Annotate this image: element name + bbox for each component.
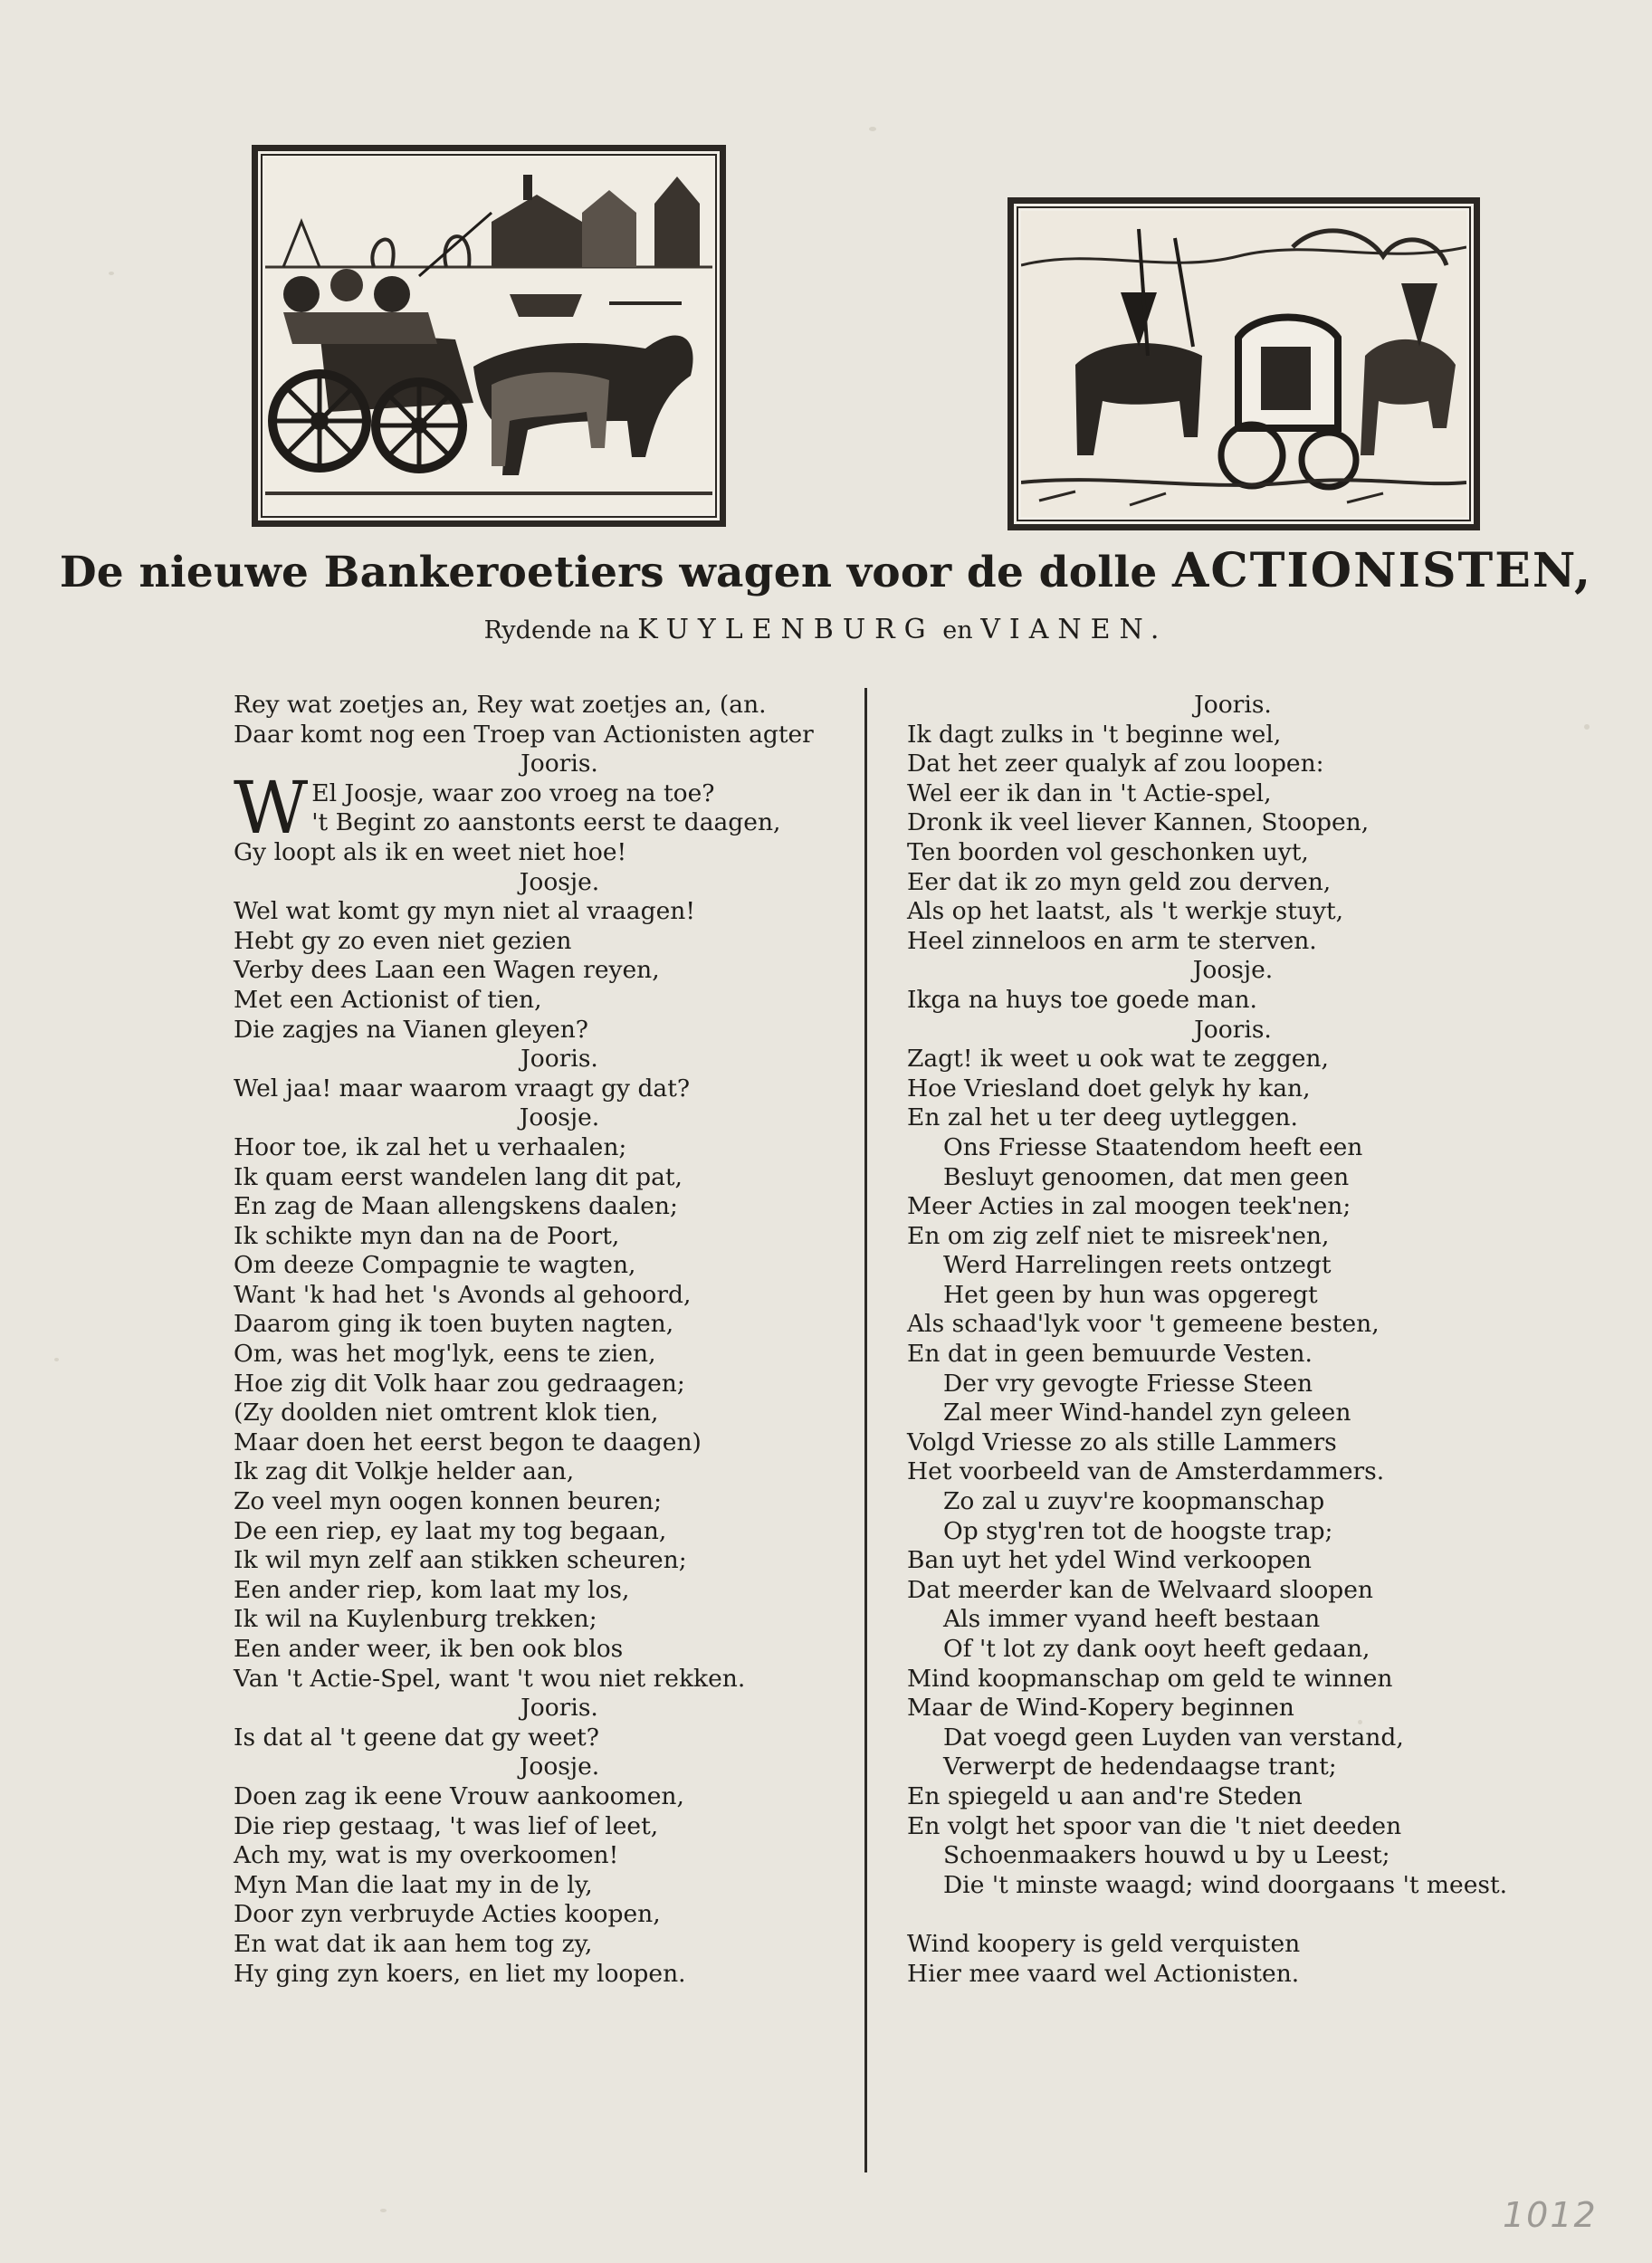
verse-line: Hier mee vaard wel Actionisten. [907,1959,1300,1988]
verse-line: Wind koopery is geld verquisten [907,1929,1301,1958]
verse-line: En dat in geen bemuurde Vesten. [907,1340,1313,1369]
verse-line: Hy ging zyn koers, en liet my loopen. [234,1959,686,1988]
verse-line: 't Begint zo aanstonts eerst te daagen, [311,808,781,837]
verse-line: Ons Friesse Staatendom heeft een [943,1132,1363,1161]
verse-line: Gy loopt als ik en weet niet hoe! [234,837,627,866]
verse-line: W El Joosje, waar zoo vroeg na toe? [234,765,715,850]
verse-line: Want 'k had het 's Avonds al gehoord, [234,1280,692,1309]
verse-line: Die zagjes na Vianen gleyen? [234,1015,589,1044]
speaker-name: Jooris. [520,1045,598,1074]
verse-line: Volgd Vriesse zo als stille Lammers [907,1428,1337,1456]
verse-line: Als op het laatst, als 't werkje stuyt, [907,897,1344,926]
subtitle-pre: Rydende na [483,616,630,645]
verse-line: Besluyt genoomen, dat men geen [943,1162,1350,1191]
verse-line: Op styg'ren tot de hoogste trap; [943,1516,1333,1545]
verse-line: Ik dagt zulks in 't beginne wel, [907,720,1282,749]
verse-line: Zal meer Wind-handel zyn geleen [943,1399,1351,1428]
verse-line: Ban uyt het ydel Wind verkoopen [907,1546,1312,1575]
verse-line: Ik zag dit Volkje helder aan, [234,1457,575,1486]
verse-line: Zagt! ik weet u ook wat te zeggen, [907,1045,1329,1074]
verse-line: Hoor toe, ik zal het u verhaalen; [234,1132,627,1161]
verse-line: Ikga na huys toe goede man. [907,985,1257,1014]
speaker-name: Joosje. [519,867,600,896]
verse-line: Maar doen het eerst begon te daagen) [234,1428,702,1456]
verse-line: Ik wil na Kuylenburg trekken; [234,1605,597,1634]
verse-line: Die riep gestaag, 't was lief of leet, [234,1811,659,1840]
verse-line: Wel wat komt gy myn niet al vraagen! [234,897,695,926]
left-column [234,691,885,1989]
verse-line: De een riep, ey laat my tog begaan, [234,1516,667,1545]
horsemen-woodcut-icon [1021,211,1466,517]
pencil-inventory-number: 1012 [1503,2195,1598,2235]
right-column [907,691,1559,1989]
verse-line: Een ander weer, ik ben ook blos [234,1635,624,1663]
verse-line: Zo veel myn oogen konnen beuren; [234,1487,663,1516]
verse-line: Myn Man die laat my in de ly, [234,1870,593,1899]
verse-line: En wat dat ik aan hem tog zy, [234,1929,593,1958]
verse-line: Daarom ging ik toen buyten nagten, [234,1310,674,1339]
verse-line: Meer Acties in zal moogen teek'nen; [907,1192,1351,1221]
subtitle-place2: VIANEN. [980,614,1169,645]
verse-line: Hoe zig dit Volk haar zou gedraagen; [234,1369,685,1398]
subtitle-conj: en [942,616,973,645]
verse-line: Der vry gevogte Friesse Steen [943,1369,1313,1398]
verse-line: Dat meerder kan de Welvaard sloopen [907,1575,1373,1604]
blank-line [907,1900,1559,1930]
speaker-name: Jooris. [520,1694,598,1723]
verse-line: Het geen by hun was opgeregt [943,1280,1318,1309]
verse-line: Werd Harrelingen reets ontzegt [943,1251,1332,1280]
verse-line: Om, was het mog'lyk, eens te zien, [234,1340,656,1369]
verse-line: Schoenmaakers houwd u by u Leest; [943,1841,1390,1870]
verse-line: Zo zal u zuyv're koopmanschap [943,1487,1325,1516]
title-main: De nieuwe Bankeroetiers wagen voor de dolle [59,548,1158,597]
verse-line: Ik wil myn zelf aan stikken scheuren; [234,1546,687,1575]
verse-line: Een ander riep, kom laat my los, [234,1575,630,1604]
verse-line: Ik schikte myn dan na de Poort, [234,1221,620,1250]
verse-line: Heel zinneloos en arm te sterven. [907,926,1317,955]
verse-line: Om deeze Compagnie te wagten, [234,1251,636,1280]
verse-line: Van 't Actie-Spel, want 't wou niet rekken. [234,1664,746,1693]
verse-line: Eer dat ik zo myn geld zou derven, [907,867,1332,896]
verse-line: Hebt gy zo even niet gezien [234,926,572,955]
verse-line: Is dat al 't geene dat gy weet? [234,1723,599,1752]
verse-line: Verby dees Laan een Wagen reyen, [234,956,660,985]
speaker-name: Jooris. [520,750,598,778]
verse-line: Ik quam eerst wandelen lang dit pat, [234,1162,683,1191]
verse-line: Met een Actionist of tien, [234,985,542,1014]
verse-line: Rey wat zoetjes an, Rey wat zoetjes an, (an. [234,691,767,719]
verse-line: En spiegeld u aan and're Steden [907,1781,1303,1810]
verse-line: Of 't lot zy dank ooyt heeft gedaan, [943,1635,1370,1663]
verse-line: Wel jaa! maar waarom vraagt gy dat? [234,1074,691,1103]
verse-line: En volgt het spoor van die 't niet deeden [907,1811,1402,1840]
verse-line: Als schaad'lyk voor 't gemeene besten, [907,1310,1380,1339]
verse-line: Ach my, wat is my overkoomen! [234,1841,619,1870]
speaker-name: Joosje. [1192,956,1274,985]
drop-cap: W [234,765,309,850]
verse-line: (Zy doolden niet omtrent klok tien, [234,1399,659,1428]
speaker-name: Joosje. [519,1752,600,1781]
verse-line: Wel eer ik dan in 't Actie-spel, [907,778,1272,807]
verse-line: Door zyn verbruyde Acties koopen, [234,1900,661,1929]
speaker-name: Jooris. [1194,691,1272,719]
cart-woodcut-icon [265,158,712,513]
woodcut-horsemen [1007,197,1480,530]
title-caps: ACTIONISTEN, [1172,543,1593,598]
verse-line: Als immer vyand heeft bestaan [943,1605,1321,1634]
verse-line: Doen zag ik eene Vrouw aankoomen, [234,1781,684,1810]
subtitle-place1: KUYLENBURG [637,614,935,645]
verse-line: En om zig zelf niet te misreek'nen, [907,1221,1330,1250]
page-title [0,543,1652,598]
verse-line: Ten boorden vol geschonken uyt, [907,837,1309,866]
verse-line: Dronk ik veel liever Kannen, Stoopen, [907,808,1370,837]
verse-line: Dat voegd geen Luyden van verstand, [943,1723,1404,1752]
page-subtitle [0,614,1652,645]
verse-line: Hoe Vriesland doet gelyk hy kan, [907,1074,1311,1103]
woodcut-cart [252,145,726,527]
verse-line: Maar de Wind-Kopery beginnen [907,1694,1294,1723]
speaker-name: Joosje. [519,1103,600,1132]
verse-line: Het voorbeeld van de Amsterdammers. [907,1457,1385,1486]
speaker-name: Jooris. [1194,1015,1272,1044]
verse-line: Daar komt nog een Troep van Actionisten agter [234,720,814,749]
verse-line: Verwerpt de hedendaagse trant; [943,1752,1337,1781]
verse-line: Die 't minste waagd; wind doorgaans 't meest. [943,1870,1508,1899]
verse-line: Mind koopmanschap om geld te winnen [907,1664,1393,1693]
verse-line: En zal het u ter deeg uytleggen. [907,1103,1298,1132]
verse-line: En zag de Maan allengskens daalen; [234,1192,678,1221]
verse-line: Dat het zeer qualyk af zou loopen: [907,750,1324,778]
